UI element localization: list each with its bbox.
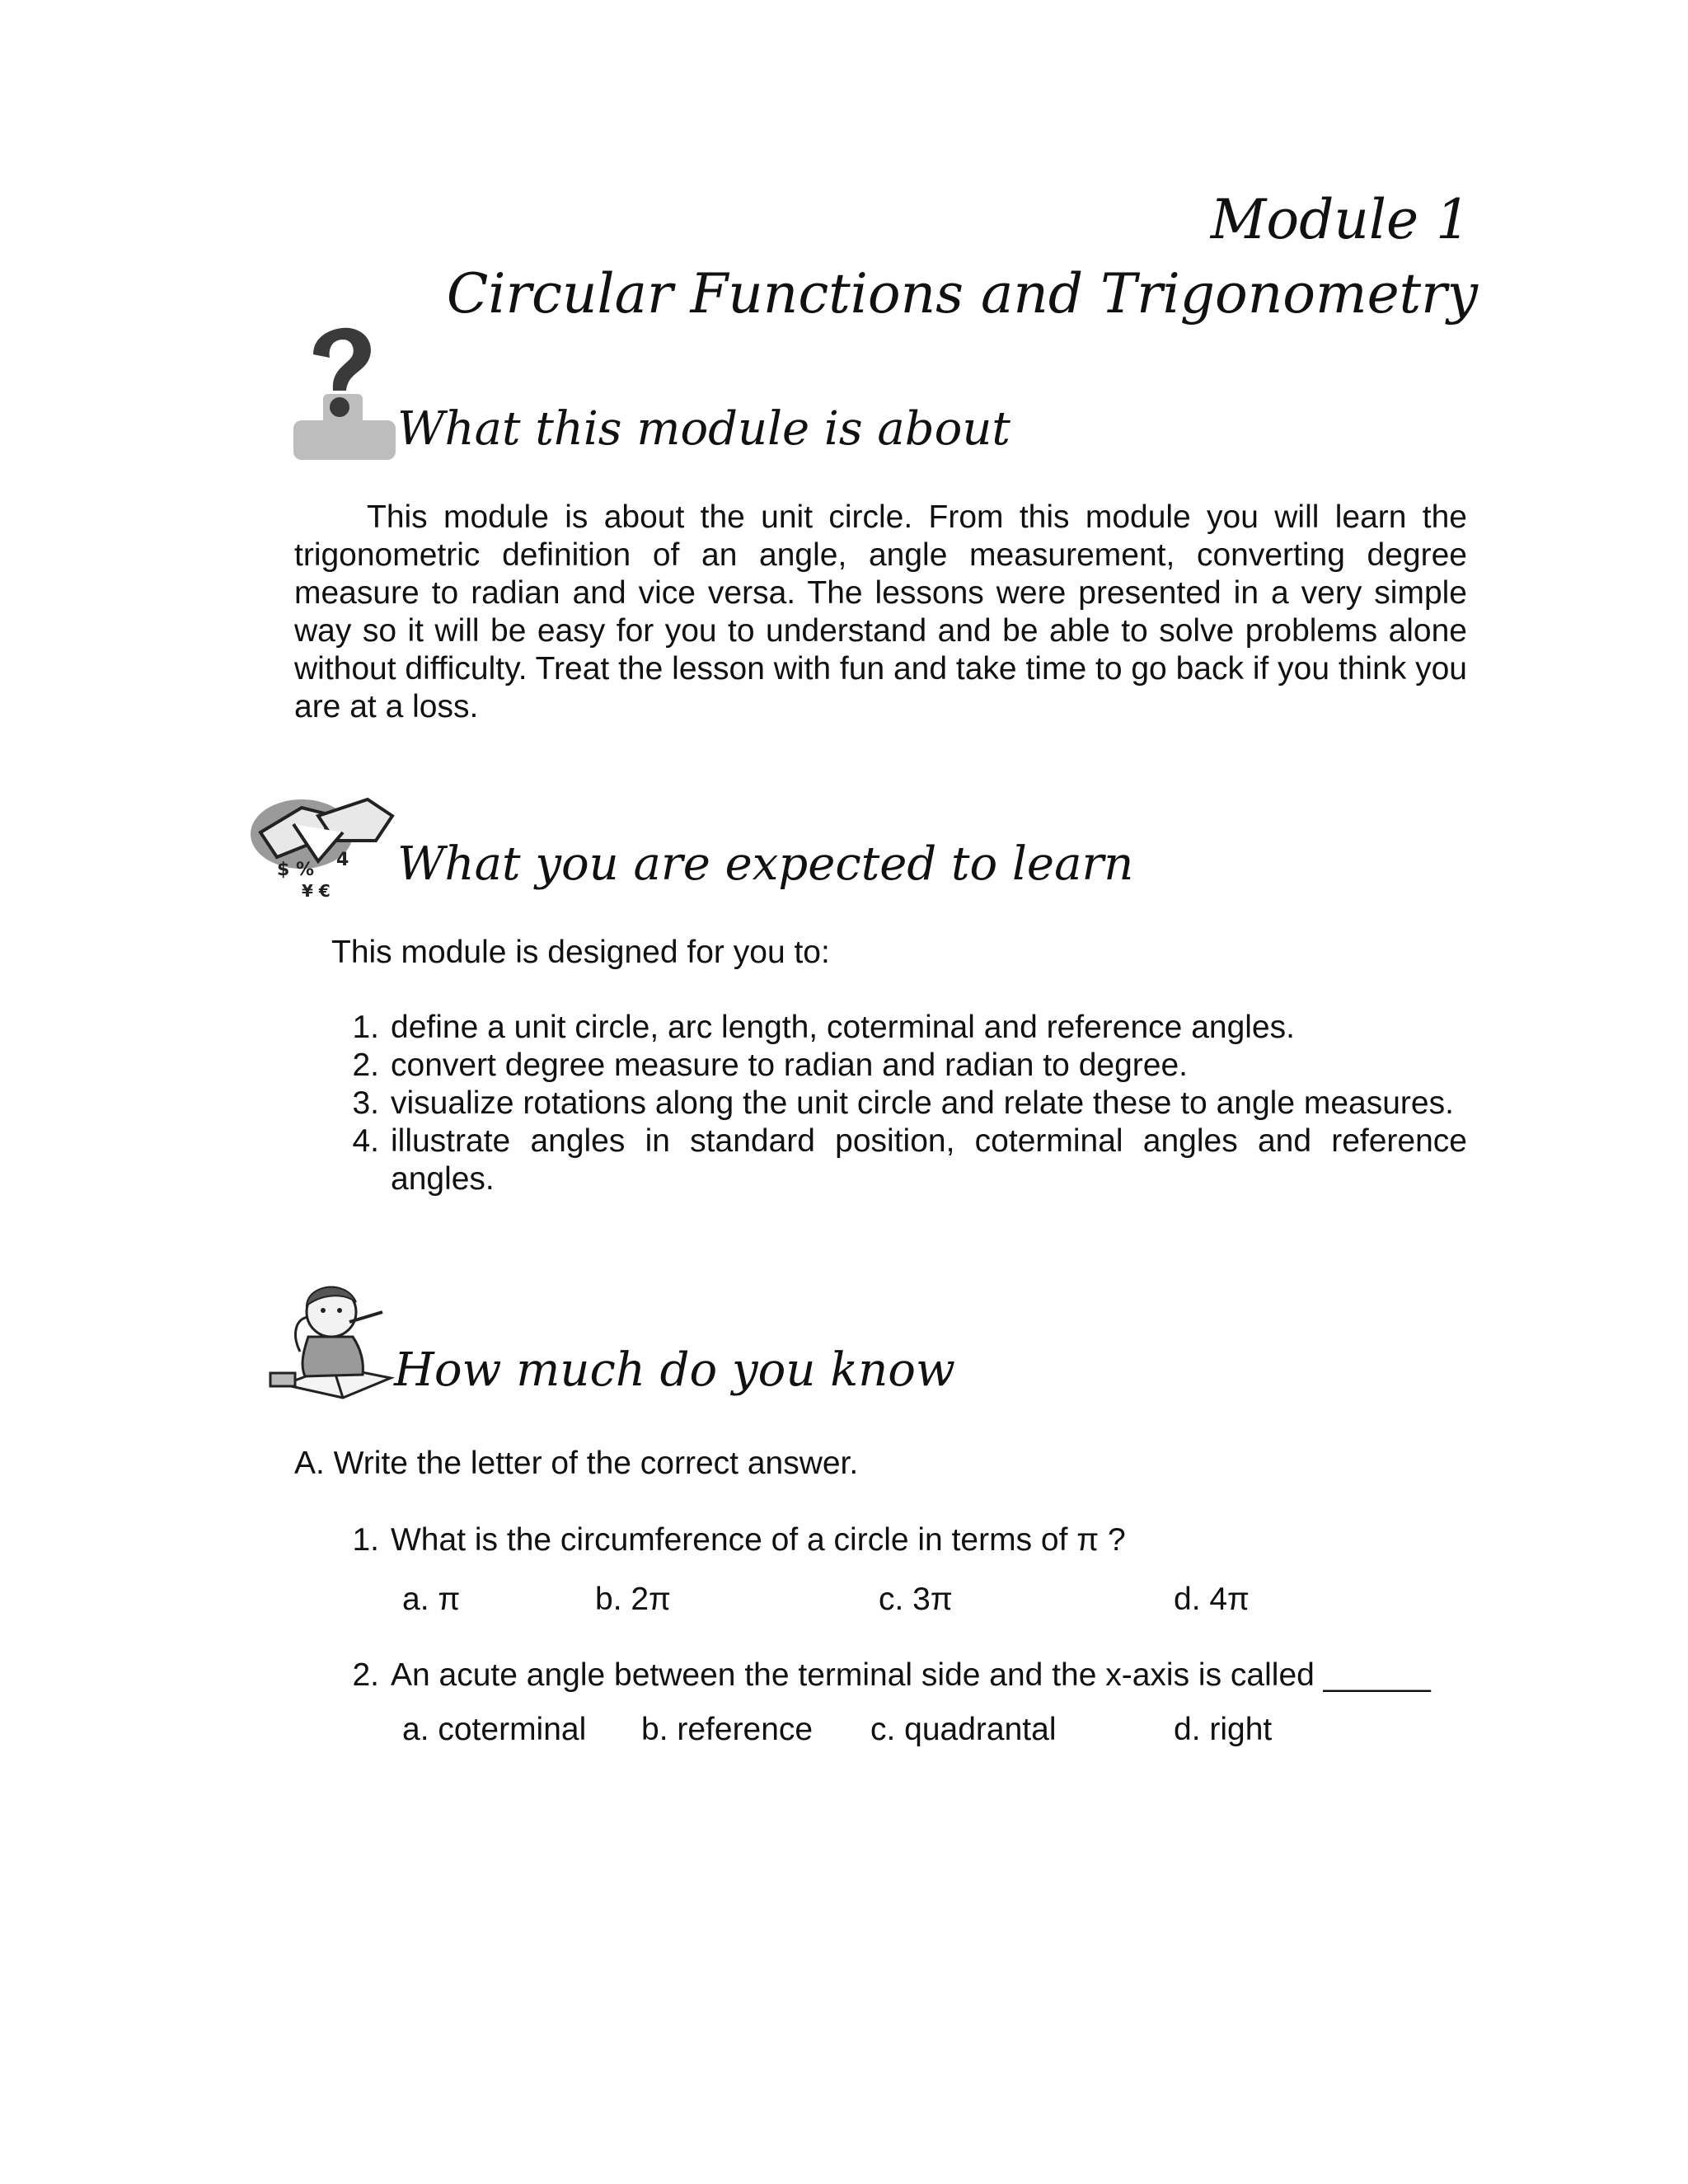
list-item-number: 4.: [352, 1123, 379, 1159]
list-item: [331, 1009, 1467, 1047]
hands-symbols-icon: [244, 783, 401, 907]
objectives-list: [331, 1009, 1467, 1198]
list-item-text: define a unit circle, arc length, coterminal and reference angles.: [391, 1010, 1295, 1045]
question-number: 2.: [352, 1657, 379, 1693]
list-item-number: 2.: [352, 1047, 379, 1083]
section-heading-know: How much do you know: [394, 1343, 955, 1397]
option-c: c. 3π: [879, 1582, 953, 1617]
list-item-number: 1.: [352, 1010, 379, 1045]
list-item: [331, 1122, 1467, 1198]
svg-text:¥ €: ¥ €: [302, 881, 331, 901]
option-a: a. coterminal: [402, 1712, 587, 1747]
objectives-intro: This module is designed for you to:: [331, 935, 830, 970]
list-item-text: visualize rotations along the unit circle and relate these to angle measures.: [391, 1085, 1454, 1121]
section-heading-about: What this module is about: [397, 402, 1010, 456]
question-text: An acute angle between the terminal side and the x-axis is called ______: [391, 1657, 1431, 1693]
list-item: [331, 1047, 1467, 1085]
about-paragraph: This module is about the unit circle. From this module you will learn the trigonometric definition of an angle, angle measurement, converting degree measure to radian and vice versa. The lessons were presented in a very simple way so it will be easy for you to understand and be able to solve problems alone without difficulty. Treat the lesson with fun and take time to go back if you think you are at a loss.: [294, 499, 1467, 724]
option-c: c. quadrantal: [870, 1712, 1057, 1747]
svg-text:$ %: $ %: [277, 860, 315, 880]
option-d: d. right: [1174, 1712, 1273, 1747]
list-item-number: 3.: [352, 1085, 379, 1121]
question-number: 1.: [352, 1522, 379, 1558]
module-number: Module 1: [1210, 188, 1470, 251]
option-d: d. 4π: [1174, 1582, 1250, 1617]
list-item-text: convert degree measure to radian and radian to degree.: [391, 1047, 1188, 1083]
question-1: [331, 1521, 1126, 1559]
option-b: b. reference: [641, 1712, 814, 1747]
quiz-instruction: A. Write the letter of the correct answer.: [294, 1446, 859, 1481]
module-title: Circular Functions and Trigonometry: [446, 262, 1478, 326]
option-a: a. π: [402, 1582, 461, 1617]
question-2: [331, 1657, 1431, 1694]
question-text: What is the circumference of a circle in terms of π ?: [391, 1522, 1126, 1558]
question-mark-icon: [290, 323, 396, 465]
svg-text:4: 4: [336, 850, 349, 870]
student-thinking-icon: [267, 1269, 399, 1401]
list-item: [331, 1085, 1467, 1122]
option-b: b. 2π: [595, 1582, 671, 1617]
section-heading-expected: What you are expected to learn: [397, 837, 1134, 891]
list-item-text: illustrate angles in standard position, coterminal angles and reference angles.: [391, 1123, 1467, 1197]
